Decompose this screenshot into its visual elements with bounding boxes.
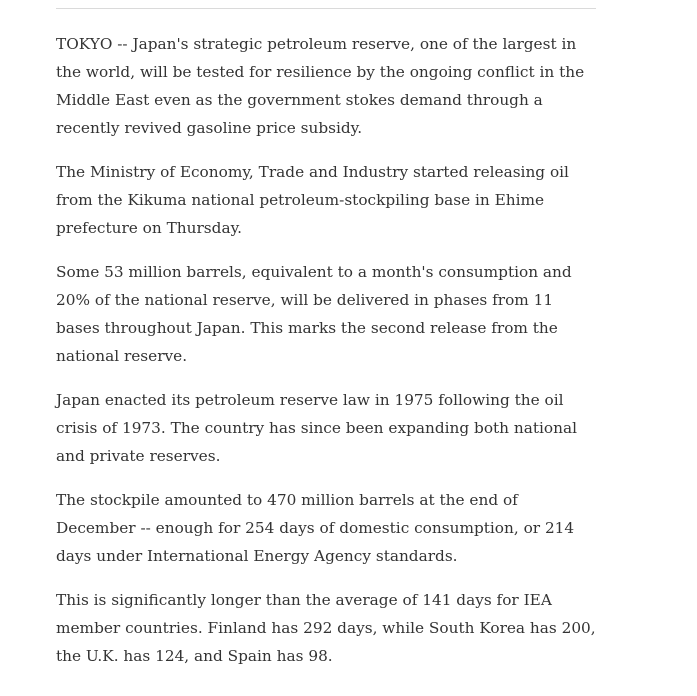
article-body (56, 30, 601, 686)
paragraph-6: This is significantly longer than the average of 141 days for IEA member countries. Finland has 292 days, while South Korea has 200, the U.K. has 124, and Spain has 98. (56, 591, 596, 665)
top-divider (56, 8, 596, 9)
paragraph-5: The stockpile amounted to 470 million barrels at the end of December -- enough for 254 days of domestic consumption, or 214 days under International Energy Agency standards. (56, 491, 575, 565)
paragraph-1: TOKYO -- Japan's strategic petroleum reserve, one of the largest in the world, will be tested for resilience by the ongoing conflict in the Middle East even as the government stokes demand through a recently revived gasoline price subsidy. (56, 35, 585, 137)
paragraph-2: The Ministry of Economy, Trade and Industry started releasing oil from the Kikuma national petroleum-stockpiling base in Ehime prefecture on Thursday. (56, 163, 569, 237)
paragraph-3: Some 53 million barrels, equivalent to a month's consumption and 20% of the national reserve, will be delivered in phases from 11 bases throughout Japan. This marks the second release from the national reserve. (56, 263, 572, 365)
paragraph-4: Japan enacted its petroleum reserve law in 1975 following the oil crisis of 1973. The country has since been expanding both national and private reserves. (56, 391, 577, 465)
